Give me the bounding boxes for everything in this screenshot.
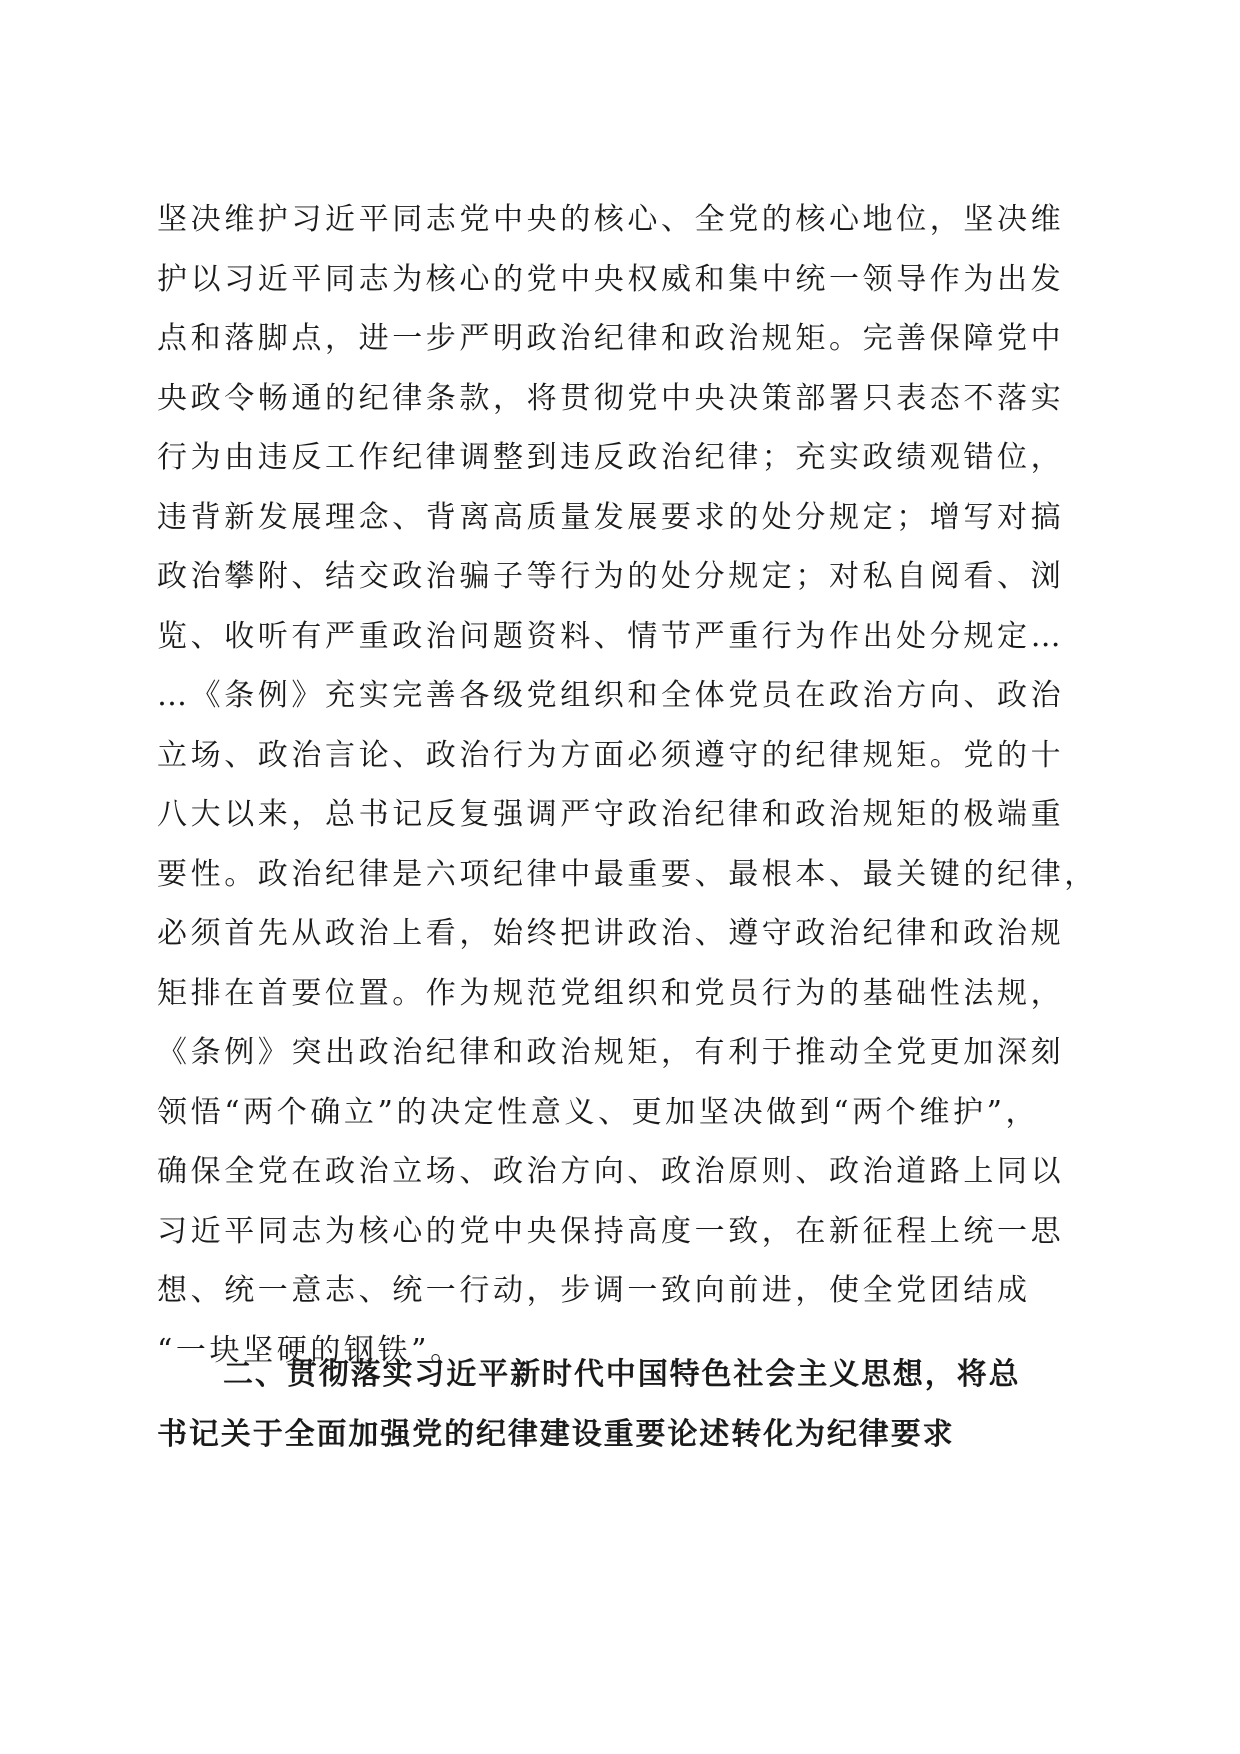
paragraph-line: 八大以来，总书记反复强调严守政治纪律和政治规矩的极端重 bbox=[157, 797, 1065, 832]
paragraph-line: 行为由违反工作纪律调整到违反政治纪律；充实政绩观错位， bbox=[157, 440, 1065, 475]
paragraph-line: 点和落脚点，进一步严明政治纪律和政治规矩。完善保障党中 bbox=[157, 321, 1065, 356]
paragraph-line: 央政令畅通的纪律条款，将贯彻党中央决策部署只表态不落实 bbox=[157, 380, 1065, 416]
paragraph-line: “一块坚硬的钢铁”。 bbox=[157, 1332, 464, 1368]
paragraph-line: 览、收听有严重政治问题资料、情节严重行为作出处分规定… bbox=[157, 618, 1065, 654]
paragraph-line: 违背新发展理念、背离高质量发展要求的处分规定；增写对搞 bbox=[157, 499, 1065, 535]
paragraph-line: 矩排在首要位置。作为规范党组织和党员行为的基础性法规， bbox=[157, 975, 1065, 1011]
paragraph-line: 坚决维护习近平同志党中央的核心、全党的核心地位，坚决维 bbox=[157, 202, 1065, 237]
paragraph-line: 确保全党在政治立场、政治方向、政治原则、政治道路上同以 bbox=[157, 1154, 1065, 1189]
paragraph-line: 立场、政治言论、政治行为方面必须遵守的纪律规矩。党的十 bbox=[157, 737, 1065, 773]
paragraph-line: 政治攀附、结交政治骗子等行为的处分规定；对私自阅看、浏 bbox=[157, 559, 1065, 594]
paragraph-line: 护以习近平同志为核心的党中央权威和集中统一领导作为出发 bbox=[157, 261, 1065, 297]
body-paragraph bbox=[157, 190, 1098, 1380]
section-heading bbox=[157, 1345, 1087, 1464]
paragraph-line: 习近平同志为核心的党中央保持高度一致，在新征程上统一思 bbox=[157, 1213, 1065, 1249]
paragraph-line: 《条例》突出政治纪律和政治规矩，有利于推动全党更加深刻 bbox=[157, 1035, 1065, 1070]
heading-line: 书记关于全面加强党的纪律建设重要论述转化为纪律要求 bbox=[157, 1416, 955, 1452]
paragraph-line: 必须首先从政治上看，始终把讲政治、遵守政治纪律和政治规 bbox=[157, 916, 1065, 951]
paragraph-line: …《条例》充实完善各级党组织和全体党员在政治方向、政治 bbox=[157, 678, 1065, 713]
heading-line: 二、贯彻落实习近平新时代中国特色社会主义思想，将总 bbox=[223, 1357, 1021, 1392]
paragraph-line: 要性。政治纪律是六项纪律中最重要、最根本、最关键的纪律， bbox=[157, 856, 1098, 892]
paragraph-line: 想、统一意志、统一行动，步调一致向前进，使全党团结成 bbox=[157, 1273, 1031, 1308]
paragraph-line: 领悟“两个确立”的决定性意义、更加坚决做到“两个维护”， bbox=[157, 1094, 1040, 1130]
